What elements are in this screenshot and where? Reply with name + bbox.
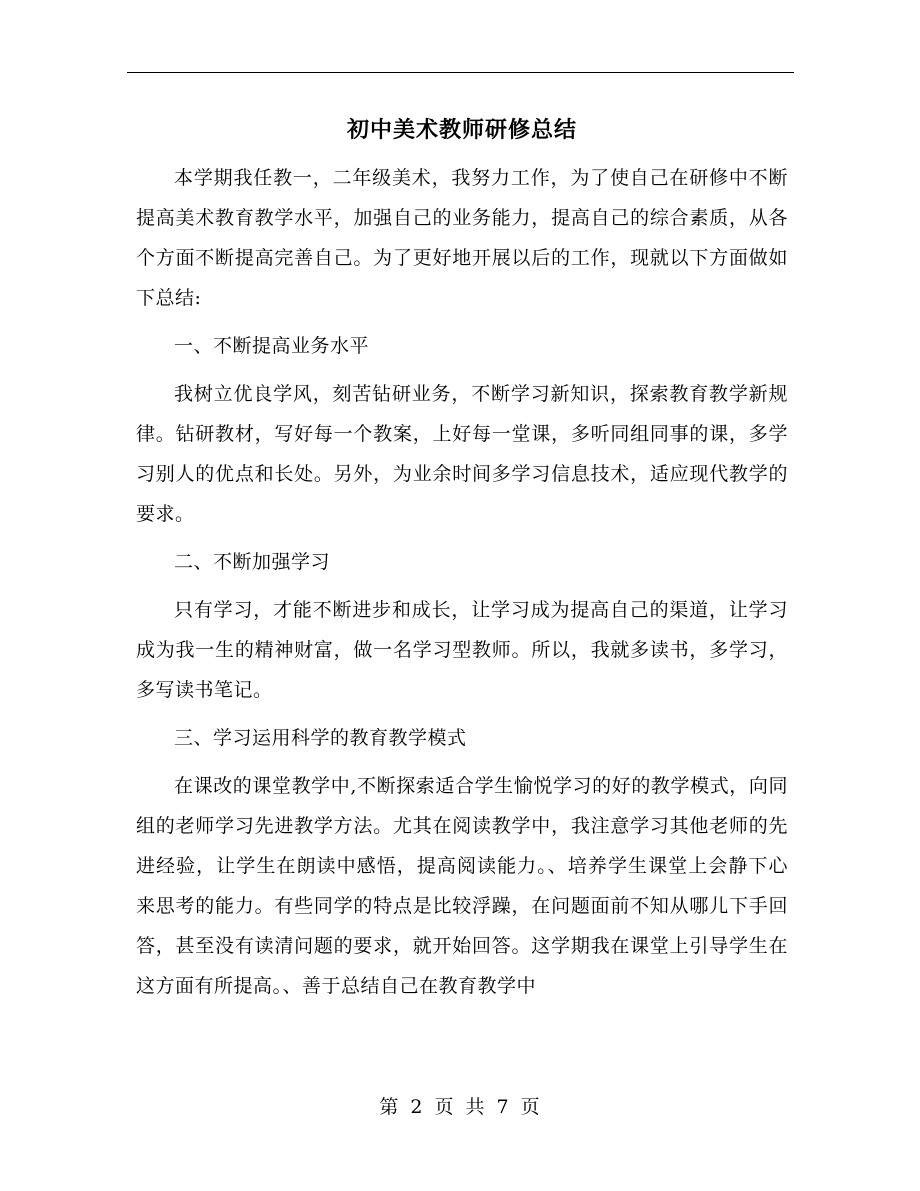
section-heading-1: 一、不断提高业务水平	[174, 335, 370, 357]
section-body-2: 只有学习，才能不断进步和成长，让学习成为提高自己的渠道，让学习成为我一生的精神财富，做一名学习型教师。所以，我就多读书，多学习，多写读书笔记。	[136, 599, 788, 701]
document-body	[136, 104, 788, 1006]
section-heading-2: 二、不断加强学习	[174, 551, 331, 573]
section-body-3: 在课改的课堂教学中,不断探索适合学生愉悦学习的好的教学模式，向同组的老师学习先进教学方法。尤其在阅读教学中，我注意学习其他老师的先进经验，让学生在朗读中感悟，提高阅读能力。、培养学生课堂上会静下心来思考的能力。有些同学的特点是比较浮躁，在问题面前不知从哪儿下手回答，甚至没有读清问题的要求，就开始回答。这学期我在课堂上引导学生在这方面有所提高。、善于总结自己在教育教学中	[136, 775, 788, 997]
intro-paragraph: 本学期我任教一，二年级美术，我努力工作，为了使自己在研修中不断提高美术教育教学水平，加强自己的业务能力，提高自己的综合素质，从各个方面不断提高完善自己。为了更好地开展以后的工作，现就以下方面做如下总结:	[136, 167, 788, 309]
document-title: 初中美术教师研修总结	[346, 117, 577, 143]
section-heading-3: 三、学习运用科学的教育教学模式	[174, 727, 467, 749]
section-body-1: 我树立优良学风，刻苦钻研业务，不断学习新知识，探索教育教学新规律。钻研教材，写好每一个教案，上好每一堂课，多听同组同事的课，多学习别人的优点和长处。另外，为业余时间多学习信息技术，适应现代教学的要求。	[136, 383, 788, 525]
header-rule	[127, 72, 794, 73]
page-number: 第 2 页 共 7 页	[379, 1096, 541, 1118]
